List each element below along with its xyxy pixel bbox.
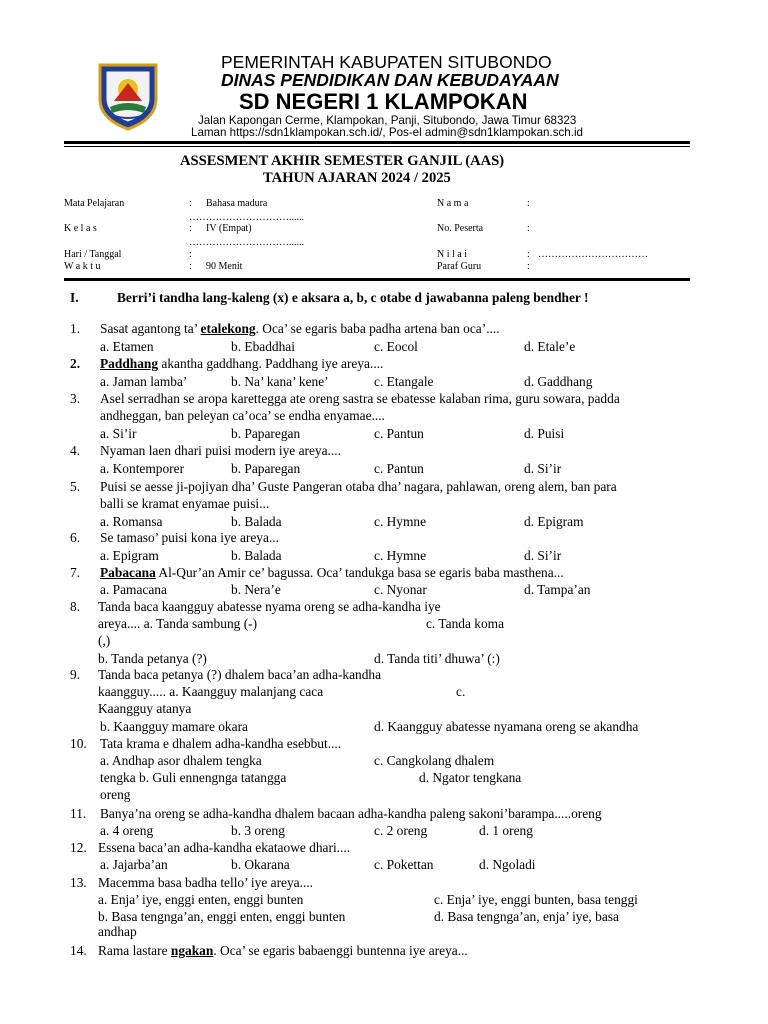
question-number: 7. [70,565,81,580]
kabupaten-logo [96,61,160,131]
option-b[interactable]: b. Balada [231,514,282,529]
option-c[interactable]: c. Nyonar [374,582,427,597]
option-b[interactable]: b. Na’ kana’ kene’ [231,374,329,389]
option-d[interactable]: d. Tampa’an [524,582,591,597]
participant-blank[interactable]: …………………………...... [189,237,304,248]
option-d[interactable]: d. Epigram [524,514,584,529]
colon: : [189,249,192,260]
option-d[interactable]: d. Etale’e [524,339,576,354]
colon: : [527,223,530,234]
option-b[interactable]: b. Balada [231,548,282,563]
option-c[interactable]: c. [456,684,466,699]
option-c[interactable]: c. Tanda koma [426,616,505,631]
option-d[interactable]: d. Ngoladi [479,857,536,872]
colon: : [189,198,192,209]
score-blank[interactable]: …………………………… [538,249,648,260]
question-number: 5. [70,479,81,494]
info-divider [64,278,690,281]
exam-title: ASSESMENT AKHIR SEMESTER GANJIL (AAS) [180,153,505,169]
option-c[interactable]: c. Hymne [374,548,427,563]
question-number: 1. [70,321,81,336]
option-c[interactable]: c. Pantun [374,426,424,441]
option-a[interactable]: a. Jaman lamba’ [100,374,188,389]
label-time: W a k t u [64,261,101,272]
question-number: 11. [70,806,87,821]
section-instruction: Berri’i tandha lang-kaleng (x) e aksara a, b, c otabe d jawabanna paleng bendher ! [117,290,589,305]
colon: : [527,249,530,260]
option-b[interactable]: b. Paparegan [231,426,301,441]
option-d[interactable]: d. Tanda titi’ dhuwa’ (:) [374,651,500,666]
question-text: Tanda baca petanya (?) dhalem baca’an adha-kandha [98,667,382,682]
label-score: N i l a i [437,249,467,260]
value-subject: Bahasa madura [206,198,268,209]
colon: : [189,261,192,272]
option-d[interactable]: d. Si’ir [524,461,562,476]
question-text: Asel serradhan se aropa karettegga ate oreng sastra se ebatesse kalaban rima, guru sowara, padda [100,391,620,406]
value-class: IV (Empat) [206,223,252,234]
colon: : [527,261,530,272]
question-text-cont: andheggan, ban peleyan ca’oca’ se endha enyamae.... [100,408,385,423]
question-number: 8. [70,599,81,614]
question-text-cont: balli se kramat enyamae puisi... [100,496,270,511]
label-date: Hari / Tanggal [64,249,122,260]
option-a[interactable]: a. Jajarba’an [100,857,168,872]
question-number: 2. [70,356,81,371]
option-c[interactable]: c. Pantun [374,461,424,476]
question-number: 13. [70,875,87,890]
option-a[interactable]: a. Etamen [100,339,154,354]
option-c[interactable]: c. Eocol [374,339,418,354]
option-b[interactable]: b. Tanda petanya (?) [98,651,207,666]
option-b[interactable]: b. Okarana [231,857,290,872]
option-c[interactable]: c. 2 oreng [374,823,428,838]
question-number: 3. [70,391,81,406]
question-text: Nyaman laen dhari puisi modern iye areya.... [100,443,341,458]
question-text: Tanda baca kaangguy abatesse nyama oreng se adha-kandha iye [98,599,441,614]
option-b-line[interactable]: tengka b. Guli ennengnga tatangga [100,770,287,785]
label-name: N a m a [437,198,469,209]
question-number: 4. [70,443,81,458]
header-divider-thick [64,141,690,144]
question-number: 10. [70,736,87,751]
option-a[interactable]: a. Epigram [100,548,159,563]
option-a[interactable]: a. Andhap asor dhalem tengka [100,753,262,768]
question-text: Puisi se aesse ji-pojiyan dha’ Guste Pangeran otaba dha’ nagara, pahlawan, oreng alem, ban para [100,479,617,494]
question-text: Rama lastare ngakan. Oca’ se egaris babaenggi buntenna iye areya... [98,943,468,958]
option-d[interactable]: d. 1 oreng [479,823,533,838]
option-a[interactable]: a. Pamacana [100,582,167,597]
option-c[interactable]: c. Etangale [374,374,434,389]
question-number: 14. [70,943,87,958]
question-text: Essena baca’an adha-kandha ekataowe dhari.... [98,840,351,855]
question-text: Banya’na oreng se adha-kandha dhalem bacaan adha-kandha paleng sakoni’barampa.....oreng [100,806,602,821]
option-d[interactable]: d. Si’ir [524,548,562,563]
question-number: 12. [70,840,87,855]
header-government: PEMERINTAH KABUPATEN SITUBONDO [221,52,552,72]
colon: : [189,223,192,234]
option-b[interactable]: b. Kaangguy mamare okara [100,719,248,734]
option-b[interactable]: b. Ebaddhai [231,339,295,354]
option-cont: oreng [100,787,131,802]
header-department: DINAS PENDIDIKAN DAN KEBUDAYAAN [221,70,559,90]
option-c-cont: Kaangguy atanya [98,701,192,716]
colon: : [527,198,530,209]
option-c[interactable]: c. Enja’ iye, enggi bunten, basa tenggi [434,892,638,907]
option-b[interactable]: b. 3 oreng [231,823,285,838]
question-text: Macemma basa badha tello’ iye areya.... [98,875,314,890]
question-text: Pabacana Al-Qur’an Amir ce’ bagussa. Oca’ tandukga basa se egaris baba masthena... [100,565,564,580]
option-a-line[interactable]: kaangguy..... a. Kaangguy malanjang caca [98,684,324,699]
question-text: Paddhang akantha gaddhang. Paddhang iye areya.... [100,356,384,371]
option-d[interactable]: d. Puisi [524,426,565,441]
label-subject: Mata Pelajaran [64,198,125,209]
option-d[interactable]: d. Kaangguy abatesse nyamana oreng se akandha [374,719,639,734]
option-c-cont: (,) [98,633,111,648]
question-number: 6. [70,530,81,545]
option-a[interactable]: a. Enja’ iye, enggi enten, enggi bunten [98,892,304,907]
option-cont: andhap [98,924,137,939]
exam-year: TAHUN AJARAN 2024 / 2025 [263,170,451,186]
question-number: 9. [70,667,81,682]
question-text: Tata krama e dhalem adha-kandha esebbut.... [100,736,342,751]
value-time: 90 Menit [206,261,243,272]
header-web: Laman https://sdn1klampokan.sch.id/, Pos-el admin@sdn1klampokan.sch.id [191,126,583,139]
option-c[interactable]: c. Hymne [374,514,427,529]
name-blank[interactable]: …………………………...... [189,212,304,223]
option-a[interactable]: a. 4 oreng [100,823,154,838]
header-divider-thin [64,146,690,147]
option-b[interactable]: b. Paparegan [231,461,301,476]
question-text: Sasat agantong ta’ etalekong. Oca’ se egaris baba padha artena ban oca’.... [100,321,500,336]
option-d[interactable]: d. Basa tengnga’an, enja’ iye, basa [434,909,619,924]
option-c[interactable]: c. Cangkolang dhalem [374,753,495,768]
option-d[interactable]: d. Ngator tengkana [419,770,522,785]
option-c[interactable]: c. Pokettan [374,857,434,872]
option-b[interactable]: b. Basa tengnga’an, enggi enten, enggi bunten [98,909,346,924]
label-participant-no: No. Peserta [437,223,484,234]
option-a[interactable]: a. Kontemporer [100,461,185,476]
option-b[interactable]: b. Nera’e [231,582,281,597]
option-a[interactable]: a. Si’ir [100,426,137,441]
header-address: Jalan Kapongan Cerme, Klampokan, Panji, Situbondo, Jawa Timur 68323 [198,114,577,127]
label-class: K e l a s [64,223,97,234]
question-text: Se tamaso’ puisi kona iye areya... [100,530,279,545]
option-a-line[interactable]: areya.... a. Tanda sambung (-) [98,616,258,631]
label-teacher-sign: Paraf Guru [437,261,482,272]
option-d[interactable]: d. Gaddhang [524,374,593,389]
header-school-name: SD NEGERI 1 KLAMPOKAN [239,89,528,114]
option-a[interactable]: a. Romansa [100,514,163,529]
section-number: I. [70,290,79,305]
